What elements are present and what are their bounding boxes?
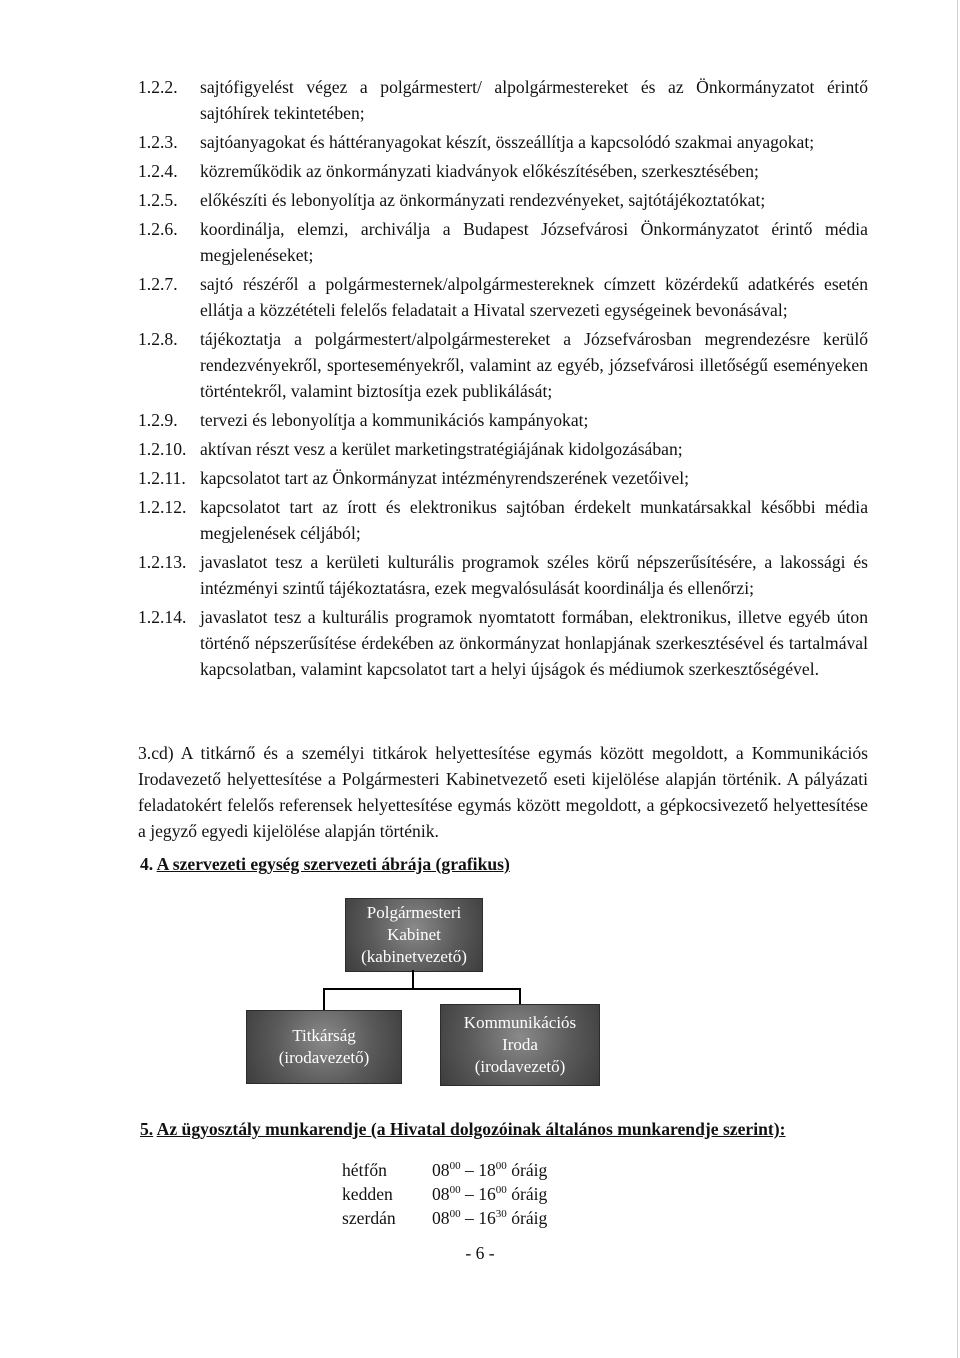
org-connector-right <box>519 988 521 1004</box>
scan-edge-line <box>957 0 958 1358</box>
org-box-line: (irodavezető) <box>278 1048 370 1067</box>
item-text: tájékoztatja a polgármestert/alpolgármestereket a Józsefvárosban megrendezésre kerülő rendezvényekről, sporteseményekről, valamint az egyéb, józsefvárosi illetőségű eseményeken történtekről, valamint biztosítja ezek publikálását; <box>200 329 868 401</box>
item-number: 1.2.6. <box>138 219 178 239</box>
item-text: koordinálja, elemzi, archiválja a Budapest Józsefvárosi Önkormányzatot érintő média megjelenéseket; <box>200 219 868 265</box>
org-box-line: Iroda <box>502 1035 538 1054</box>
list-item <box>138 129 868 155</box>
list-item <box>138 158 868 184</box>
item-number: 1.2.13. <box>138 552 187 572</box>
item-text: közreműködik az önkormányzati kiadványok előkészítésében, szerkesztésében; <box>200 161 759 181</box>
org-connector-vertical <box>412 970 414 989</box>
list-item <box>138 604 868 682</box>
item-number: 1.2.9. <box>138 410 178 430</box>
schedule-day: szerdán <box>342 1208 396 1228</box>
schedule-time: $08^{00} - 16^{30}$ óráig <box>432 1208 548 1228</box>
schedule-time: $08^{00} - 16^{00}$ óráig <box>432 1184 548 1204</box>
item-text: előkészíti és lebonyolítja az önkormányzati rendezvényeket, sajtótájékoztatókat; <box>200 190 766 210</box>
item-text: aktívan részt vesz a kerület marketingstratégiájának kidolgozásában; <box>200 439 683 459</box>
org-box-line: Kabinet <box>387 925 441 944</box>
list-item <box>138 436 868 462</box>
task-list <box>138 74 868 682</box>
list-item <box>138 407 868 433</box>
section-number: 5. <box>140 1119 154 1139</box>
schedule-time: $08^{00} - 18^{00}$ óráig <box>432 1160 548 1180</box>
org-box-line: Kommunikációs <box>463 1013 577 1032</box>
page-number: - 6 - <box>465 1243 495 1263</box>
section-title: Az ügyosztály munkarendje (a Hivatal dolgozóinak általános munkarendje szerint): <box>156 1119 786 1139</box>
item-number: 1.2.11. <box>138 468 186 488</box>
section-4-heading <box>140 852 510 876</box>
section-number: 4. <box>140 854 154 874</box>
list-item <box>138 271 868 323</box>
list-item <box>138 494 868 546</box>
item-number: 1.2.10. <box>138 439 187 459</box>
schedule-day: kedden <box>342 1184 393 1204</box>
item-number: 1.2.12. <box>138 497 187 517</box>
section-title: A szervezeti egység szervezeti ábrája (grafikus) <box>156 854 510 874</box>
item-number: 1.2.4. <box>138 161 178 181</box>
org-box-line: (irodavezető) <box>474 1057 566 1076</box>
item-text: kapcsolatot tart az írott és elektronikus sajtóban érdekelt munkatársakkal későbbi média megjelenések céljából; <box>200 497 868 543</box>
item-number: 1.2.2. <box>138 77 178 97</box>
org-box-communications <box>440 1004 600 1086</box>
list-item <box>138 216 868 268</box>
list-item <box>138 326 868 404</box>
table-row <box>342 1182 547 1206</box>
org-connector-left <box>323 988 325 1010</box>
item-number: 1.2.8. <box>138 329 178 349</box>
list-item <box>138 549 868 601</box>
item-text: javaslatot tesz a kulturális programok nyomtatott formában, elektronikus, illetve egyéb úton történő népszerűsítése érdekében az önkormányzat honlapjának szerkesztésével és tartalmával kapcsolatban, valamint kapcsolatot tart a helyi újságok és médiumok szerkesztőségével. <box>200 607 868 679</box>
table-row <box>342 1206 547 1230</box>
item-text: javaslatot tesz a kerületi kulturális programok széles körű népszerűsítésére, a lakossági és intézményi szintű tájékoztatásra, ezek megvalósulását koordinálja és ellenőrzi; <box>200 552 868 598</box>
section-5-heading <box>140 1117 785 1141</box>
schedule-table <box>342 1158 547 1230</box>
org-connector-horizontal <box>323 988 521 990</box>
table-row <box>342 1158 547 1182</box>
org-box-cabinet <box>345 898 483 972</box>
work-schedule <box>342 1158 547 1230</box>
item-text: kapcsolatot tart az Önkormányzat intézményrendszerének vezetőivel; <box>200 468 689 488</box>
list-item <box>138 465 868 491</box>
item-number: 1.2.5. <box>138 190 178 210</box>
item-number: 1.2.3. <box>138 132 178 152</box>
org-box-secretariat <box>246 1010 402 1084</box>
org-box-line: Titkárság <box>292 1026 356 1045</box>
item-text: sajtó részéről a polgármesternek/alpolgármestereknek címzett közérdekű adatkérés esetén ellátja a közzétételi felelős feladatait a Hivatal szervezeti egységeinek bevonásával; <box>200 274 868 320</box>
item-number: 1.2.14. <box>138 607 187 627</box>
org-box-line: Polgármesteri <box>366 903 462 922</box>
schedule-day: hétfőn <box>342 1160 387 1180</box>
item-text: tervezi és lebonyolítja a kommunikációs kampányokat; <box>200 410 589 430</box>
list-item <box>138 74 868 126</box>
list-item <box>138 187 868 213</box>
item-number: 1.2.7. <box>138 274 178 294</box>
org-box-line: (kabinetvezető) <box>361 947 467 966</box>
substitution-paragraph: 3.cd) A titkárnő és a személyi titkárok helyettesítése egymás között megoldott, a Kommunikációs Irodavezető helyettesítése a Polgármesteri Kabinetvezető eseti kijelölése alapján történik. A pályázati feladatokért felelős referensek helyettesítése egymás között megoldott, a gépkocsivezető helyettesítése a jegyző egyedi kijelölése alapján történik. <box>138 743 868 841</box>
item-text: sajtóanyagokat és háttéranyagokat készít, összeállítja a kapcsolódó szakmai anyagokat; <box>200 132 815 152</box>
item-text: sajtófigyelést végez a polgármestert/ alpolgármestereket és az Önkormányzatot érintő sajtóhírek tekintetében; <box>200 77 868 123</box>
